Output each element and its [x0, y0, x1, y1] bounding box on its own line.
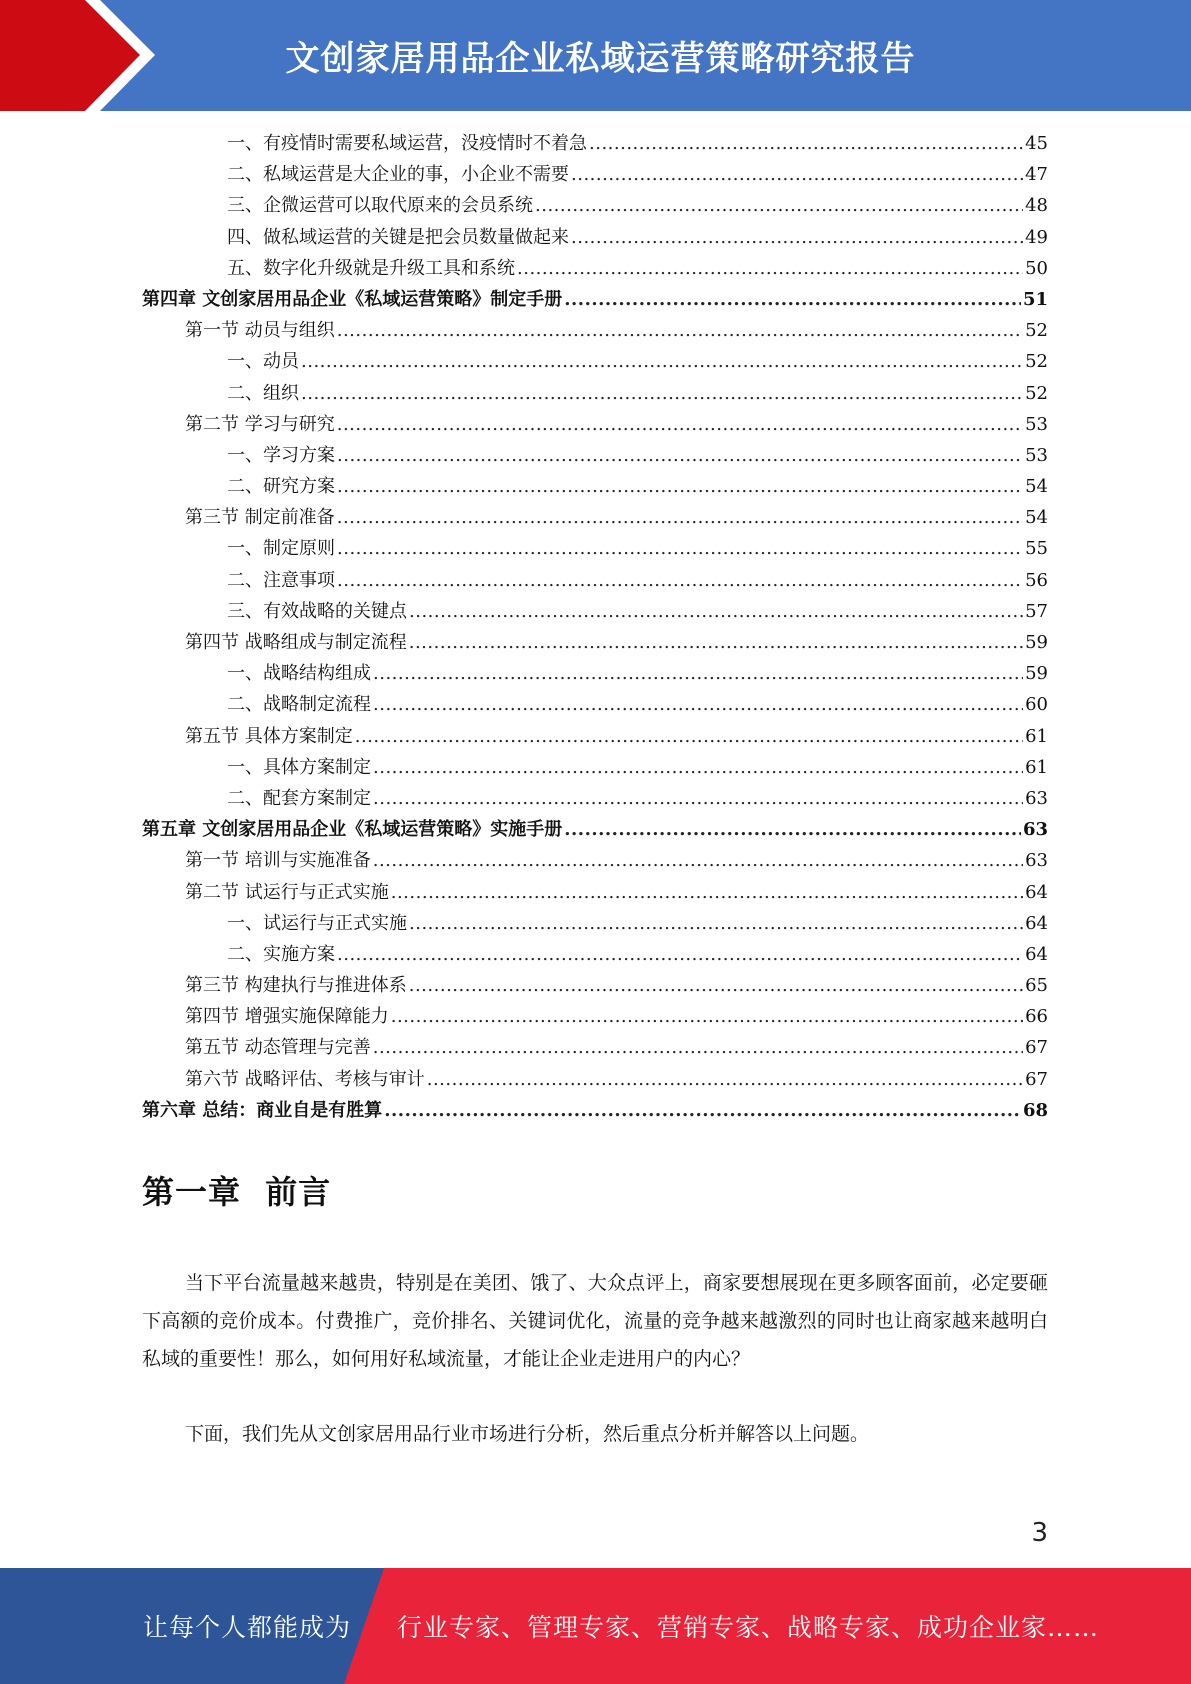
- toc-leader-dots: [301, 378, 1023, 409]
- toc-entry[interactable]: [142, 533, 1048, 564]
- toc-leader-dots: [373, 689, 1023, 720]
- toc-entry[interactable]: [142, 315, 1048, 346]
- toc-entry-label: 一、学习方案: [227, 444, 335, 466]
- toc-entry-page: 53: [1025, 444, 1048, 466]
- toc-entry[interactable]: [142, 565, 1048, 596]
- toc-entry[interactable]: [142, 1064, 1048, 1095]
- toc-leader-dots: [301, 346, 1023, 377]
- toc-leader-dots: [337, 471, 1023, 502]
- toc-entry-label: 一、制定原则: [227, 538, 335, 560]
- toc-entry-page: 64: [1025, 912, 1048, 934]
- toc-leader-dots: [409, 596, 1023, 627]
- toc-entry-page: 59: [1025, 632, 1048, 653]
- toc-entry[interactable]: [142, 346, 1048, 377]
- footer-slogan-right: 行业专家、管理专家、营销专家、战略专家、成功企业家……: [397, 1613, 1100, 1642]
- toc-entry[interactable]: [142, 939, 1048, 970]
- toc-leader-dots: [337, 315, 1023, 346]
- toc-entry-page: 68: [1022, 1099, 1048, 1121]
- toc-entry-label: 第一节 动员与组织: [185, 320, 335, 342]
- toc-entry[interactable]: [142, 658, 1048, 689]
- body-paragraph: 当下平台流量越来越贵，特别是在美团、饿了、大众点评上，商家要想展现在更多顾客面前，必定要砸下高额的竞价成本。付费推广，竞价排名、关键词优化，流量的竞争越来越激烈的同时也让商家越来越明白私域的重要性！那么，如何用好私域流量，才能让企业走进用户的内心？: [142, 1272, 1048, 1370]
- toc-leader-dots: [409, 970, 1023, 1001]
- toc-entry-label: 第六章 总结：商业自是有胜算: [142, 1099, 383, 1121]
- toc-leader-dots: [427, 1064, 1023, 1095]
- toc-entry-page: 47: [1025, 164, 1048, 186]
- toc-leader-dots: [373, 1032, 1023, 1063]
- toc-entry[interactable]: [142, 908, 1048, 939]
- toc-entry-page: 53: [1025, 413, 1048, 435]
- toc-entry-page: 57: [1025, 600, 1048, 622]
- toc-leader-dots: [337, 533, 1023, 564]
- toc-leader-dots: [337, 565, 1023, 596]
- toc-leader-dots: [535, 190, 1023, 221]
- toc-entry-page: 63: [1022, 819, 1048, 841]
- toc-entry-label: 二、研究方案: [227, 476, 335, 498]
- footer-band: [0, 1568, 1191, 1684]
- toc-entry-page: 52: [1025, 382, 1048, 404]
- toc-entry-page: 48: [1025, 195, 1048, 217]
- toc-leader-dots: [355, 721, 1023, 752]
- toc-entry-label: 第三节 构建执行与推进体系: [185, 975, 407, 997]
- toc-entry[interactable]: [142, 627, 1048, 658]
- toc-leader-dots: [337, 409, 1023, 440]
- toc-leader-dots: [373, 658, 1023, 689]
- toc-entry[interactable]: [142, 1095, 1048, 1126]
- toc-entry-page: 54: [1025, 476, 1048, 498]
- toc-entry[interactable]: [142, 128, 1048, 159]
- toc-leader-dots: [337, 502, 1023, 533]
- toc-entry-label: 一、有疫情时需要私域运营，没疫情时不着急: [227, 133, 587, 154]
- toc-entry[interactable]: [142, 284, 1048, 315]
- toc-leader-dots: [391, 1001, 1023, 1032]
- header-band: [0, 0, 1191, 111]
- toc-entry-label: 第二节 学习与研究: [185, 413, 335, 435]
- toc-entry[interactable]: [142, 502, 1048, 533]
- toc-entry[interactable]: [142, 253, 1048, 284]
- toc-entry[interactable]: [142, 190, 1048, 221]
- toc-leader-dots: [373, 783, 1023, 814]
- toc-entry-label: 三、企微运营可以取代原来的会员系统: [227, 195, 533, 217]
- toc-leader-dots: [337, 440, 1023, 471]
- toc-entry-page: 65: [1025, 975, 1048, 997]
- toc-entry-page: 52: [1025, 320, 1048, 342]
- page-number: 3: [1031, 1518, 1048, 1548]
- toc-entry[interactable]: [142, 814, 1048, 845]
- toc-leader-dots: [564, 284, 1021, 315]
- toc-leader-dots: [571, 159, 1023, 190]
- toc-entry-label: 二、实施方案: [227, 943, 335, 965]
- toc-entry[interactable]: [142, 159, 1048, 190]
- toc-entry-label: 第五节 具体方案制定: [185, 725, 353, 747]
- toc-entry[interactable]: [142, 596, 1048, 627]
- toc-entry[interactable]: [142, 1001, 1048, 1032]
- toc-entry[interactable]: [142, 471, 1048, 502]
- toc-leader-dots: [373, 752, 1023, 783]
- toc-entry-page: 55: [1025, 538, 1048, 560]
- table-of-contents: [142, 128, 1048, 1126]
- toc-leader-dots: [571, 222, 1023, 253]
- toc-entry[interactable]: [142, 845, 1048, 876]
- toc-entry-label: 二、配套方案制定: [227, 787, 371, 809]
- header-arrow-decoration: [0, 0, 160, 111]
- body-paragraph: 下面，我们先从文创家居用品行业市场进行分析，然后重点分析并解答以上问题。: [185, 1423, 870, 1445]
- toc-entry-page: 66: [1025, 1006, 1048, 1028]
- toc-entry-page: 64: [1025, 881, 1048, 903]
- toc-entry-label: 第五章 文创家居用品企业《私域运营策略》实施手册: [142, 819, 563, 841]
- toc-entry[interactable]: [142, 783, 1048, 814]
- toc-entry-label: 第一节 培训与实施准备: [185, 850, 371, 872]
- toc-leader-dots: [373, 845, 1023, 876]
- toc-entry[interactable]: [142, 1032, 1048, 1063]
- toc-leader-dots: [409, 908, 1023, 939]
- toc-entry[interactable]: [142, 689, 1048, 720]
- toc-entry-label: 第三节 制定前准备: [185, 507, 335, 529]
- toc-entry[interactable]: [142, 721, 1048, 752]
- toc-leader-dots: [589, 128, 1023, 159]
- toc-entry-label: 四、做私域运营的关键是把会员数量做起来: [227, 226, 569, 248]
- toc-entry-page: 59: [1025, 663, 1048, 685]
- toc-entry-page: 61: [1025, 756, 1048, 778]
- toc-entry-label: 三、有效战略的关键点: [227, 600, 407, 622]
- toc-leader-dots: [564, 814, 1021, 845]
- report-title: 文创家居用品企业私域运营策略研究报告: [285, 39, 916, 79]
- toc-entry[interactable]: [142, 877, 1048, 908]
- toc-entry-label: 第六节 战略评估、考核与审计: [185, 1068, 425, 1090]
- footer-slogan-left: 让每个人都能成为: [143, 1613, 352, 1642]
- toc-entry[interactable]: [142, 222, 1048, 253]
- toc-entry[interactable]: [142, 378, 1048, 409]
- toc-entry-label: 二、组织: [227, 382, 299, 404]
- toc-entry-page: 60: [1025, 694, 1048, 716]
- toc-entry-label: 第二节 试运行与正式实施: [185, 881, 389, 903]
- toc-entry-page: 51: [1022, 288, 1048, 310]
- toc-entry-label: 二、私域运营是大企业的事，小企业不需要: [227, 164, 569, 186]
- toc-leader-dots: [517, 253, 1023, 284]
- toc-leader-dots: [384, 1095, 1021, 1126]
- toc-leader-dots: [409, 627, 1023, 658]
- chapter-heading: 第一章 前言: [142, 1173, 332, 1211]
- toc-entry-label: 第四节 增强实施保障能力: [185, 1006, 389, 1028]
- toc-entry-page: 49: [1025, 226, 1048, 248]
- toc-entry[interactable]: [142, 752, 1048, 783]
- toc-entry-page: 50: [1025, 257, 1048, 279]
- toc-leader-dots: [391, 877, 1023, 908]
- toc-entry-label: 第四节 战略组成与制定流程: [185, 632, 407, 653]
- toc-entry-label: 五、数字化升级就是升级工具和系统: [227, 257, 515, 279]
- toc-entry-page: 67: [1025, 1037, 1048, 1059]
- toc-entry-page: 45: [1025, 133, 1048, 154]
- toc-entry-label: 二、战略制定流程: [227, 694, 371, 716]
- toc-leader-dots: [337, 939, 1023, 970]
- toc-entry-page: 61: [1025, 725, 1048, 747]
- toc-entry-label: 二、注意事项: [227, 569, 335, 591]
- toc-entry-page: 54: [1025, 507, 1048, 529]
- toc-entry-page: 63: [1025, 850, 1048, 872]
- toc-entry[interactable]: [142, 440, 1048, 471]
- toc-entry-label: 一、具体方案制定: [227, 756, 371, 778]
- toc-entry-label: 一、战略结构组成: [227, 663, 371, 685]
- toc-entry-label: 第五节 动态管理与完善: [185, 1037, 371, 1059]
- toc-entry-page: 56: [1025, 569, 1048, 591]
- toc-entry-page: 52: [1025, 351, 1048, 373]
- toc-entry-page: 63: [1025, 787, 1048, 809]
- toc-entry-page: 64: [1025, 943, 1048, 965]
- toc-entry-page: 67: [1025, 1068, 1048, 1090]
- toc-entry[interactable]: [142, 409, 1048, 440]
- toc-entry-label: 第四章 文创家居用品企业《私域运营策略》制定手册: [142, 288, 563, 310]
- toc-entry-label: 一、试运行与正式实施: [227, 912, 407, 934]
- toc-entry-label: 一、动员: [227, 351, 299, 373]
- toc-entry[interactable]: [142, 970, 1048, 1001]
